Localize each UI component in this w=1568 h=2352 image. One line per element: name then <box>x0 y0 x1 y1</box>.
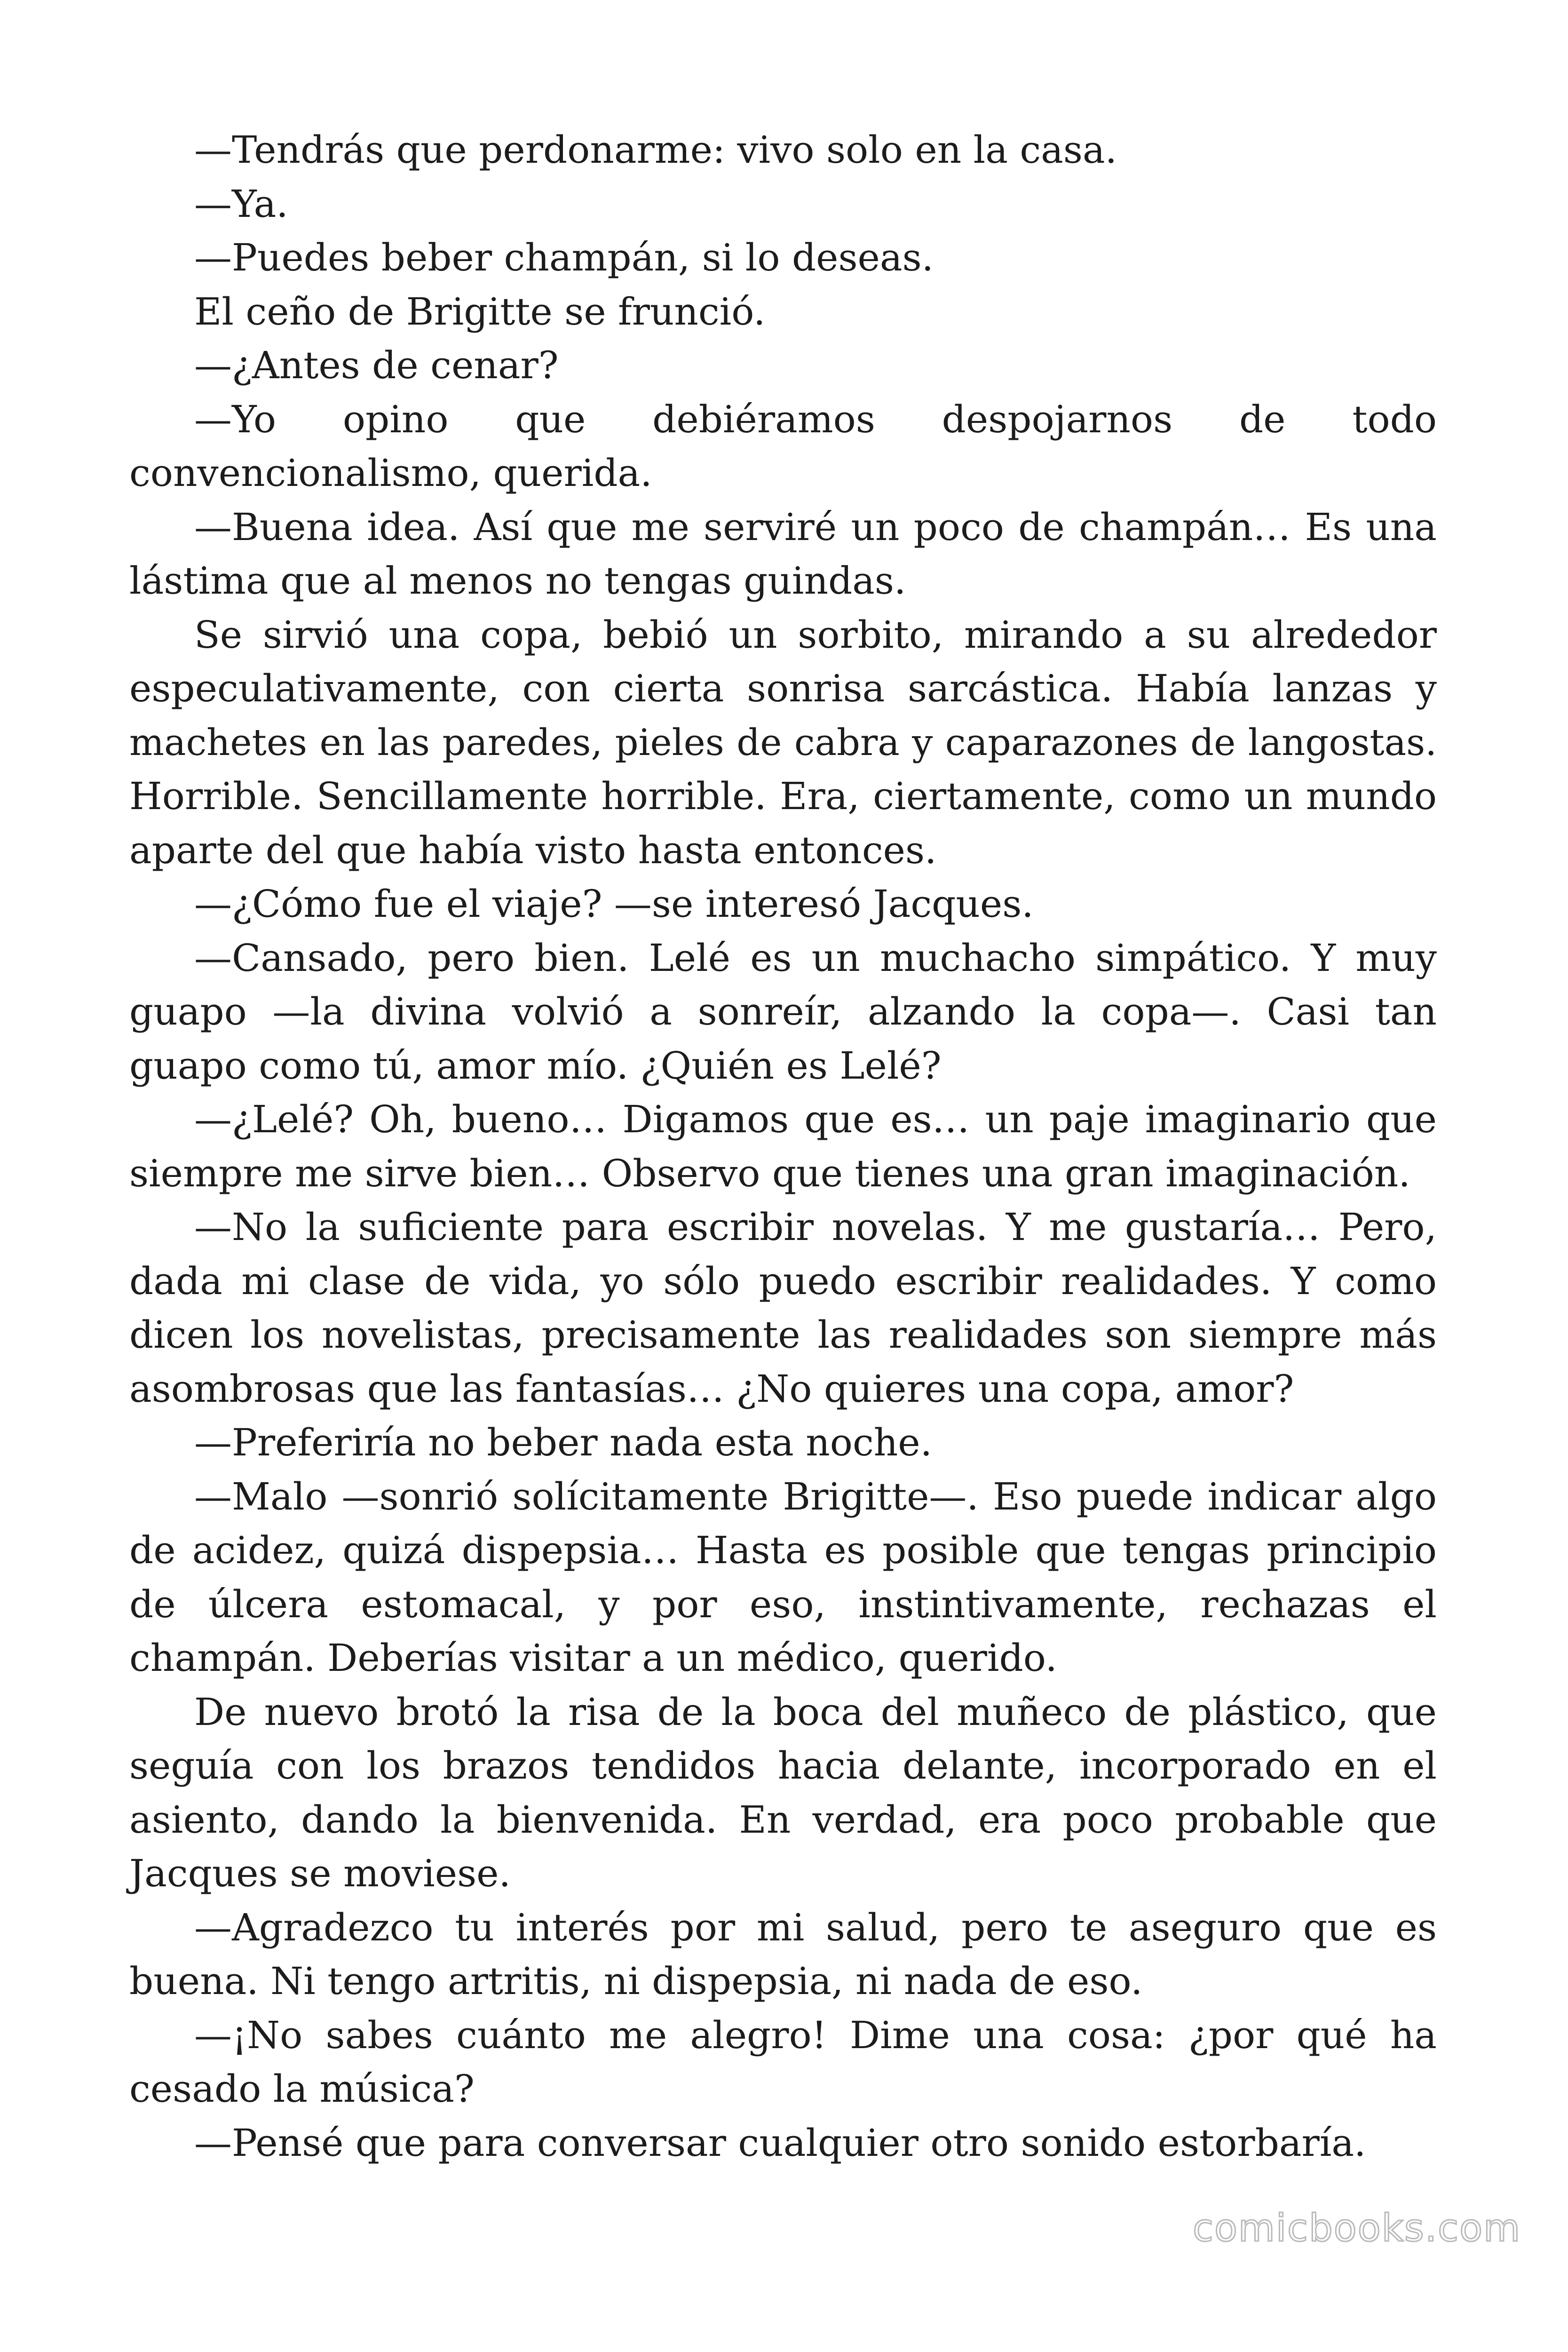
text-line: —¿Lelé? Oh, bueno… Digamos que es… un paje imaginario que <box>194 1097 1437 1141</box>
text-line: Se sirvió una copa, bebió un sorbito, mirando a su alrededor <box>194 612 1437 657</box>
text-line: dada mi clase de vida, yo sólo puedo escribir realidades. Y como <box>129 1259 1437 1303</box>
text-line: champán. Deberías visitar a un médico, querido. <box>129 1636 1057 1680</box>
text-line: Jacques se moviese. <box>129 1851 511 1895</box>
text-line: guapo —la divina volvió a sonreír, alzando la copa—. Casi tan <box>129 990 1437 1033</box>
text-line: —Agradezco tu interés por mi salud, pero te aseguro que es <box>194 1905 1437 1949</box>
text-line: seguía con los brazos tendidos hacia delante, incorporado en el <box>129 1744 1437 1788</box>
text-line: guapo como tú, amor mío. ¿Quién es Lelé? <box>129 1043 942 1088</box>
page-body <box>129 123 1437 2170</box>
text-line: —Yo opino que debiéramos despojarnos de todo <box>194 397 1437 441</box>
text-line: —Malo —sonrió solícitamente Brigitte—. Eso puede indicar algo <box>194 1474 1437 1518</box>
text-line: siempre me sirve bien… Observo que tienes una gran imaginación. <box>129 1151 1410 1195</box>
text-line: —Cansado, pero bien. Lelé es un muchacho simpático. Y muy <box>194 936 1437 980</box>
text-line: —No la suficiente para escribir novelas. Y me gustaría… Pero, <box>194 1205 1437 1249</box>
text-line: —Preferiría no beber nada esta noche. <box>194 1421 933 1464</box>
text-line: asiento, dando la bienvenida. En verdad, era poco probable que <box>129 1797 1437 1842</box>
text-line: —¿Cómo fue el viaje? —se interesó Jacques. <box>194 882 1034 926</box>
text-line: —Puedes beber champán, si lo deseas. <box>194 236 934 279</box>
text-line: —¿Antes de cenar? <box>194 343 559 387</box>
text-line: lástima que al menos no tengas guindas. <box>129 559 906 603</box>
text-line: —Tendrás que perdonarme: vivo solo en la casa. <box>194 128 1117 172</box>
text-line: cesado la música? <box>129 2067 475 2111</box>
text-line: aparte del que había visto hasta entonces. <box>129 828 937 872</box>
watermark: comicbooks.com <box>1192 2206 1521 2250</box>
text-line: dicen los novelistas, precisamente las realidades son siempre más <box>129 1313 1437 1357</box>
text-line: —Buena idea. Así que me serviré un poco de champán… Es una <box>194 505 1437 549</box>
text-line: asombrosas que las fantasías… ¿No quieres una copa, amor? <box>129 1367 1294 1411</box>
text-line: buena. Ni tengo artritis, ni dispepsia, ni nada de eso. <box>129 1959 1143 2003</box>
text-line: —¡No sabes cuánto me alegro! Dime una cosa: ¿por qué ha <box>194 2013 1437 2057</box>
text-line: de acidez, quizá dispepsia… Hasta es posible que tengas principio <box>129 1528 1437 1572</box>
text-line: convencionalismo, querida. <box>129 451 652 495</box>
text-line: De nuevo brotó la risa de la boca del muñeco de plástico, que <box>194 1690 1437 1734</box>
text-line: especulativamente, con cierta sonrisa sarcástica. Había lanzas y <box>129 667 1437 710</box>
text-line: machetes en las paredes, pieles de cabra y caparazones de langostas. <box>129 721 1437 764</box>
text-line: —Ya. <box>194 182 288 226</box>
text-line: Horrible. Sencillamente horrible. Era, ciertamente, como un mundo <box>129 774 1437 818</box>
text-line: —Pensé que para conversar cualquier otro sonido estorbaría. <box>194 2121 1366 2165</box>
text-line: El ceño de Brigitte se frunció. <box>194 289 766 334</box>
text-line: de úlcera estomacal, y por eso, instintivamente, rechazas el <box>129 1582 1437 1626</box>
